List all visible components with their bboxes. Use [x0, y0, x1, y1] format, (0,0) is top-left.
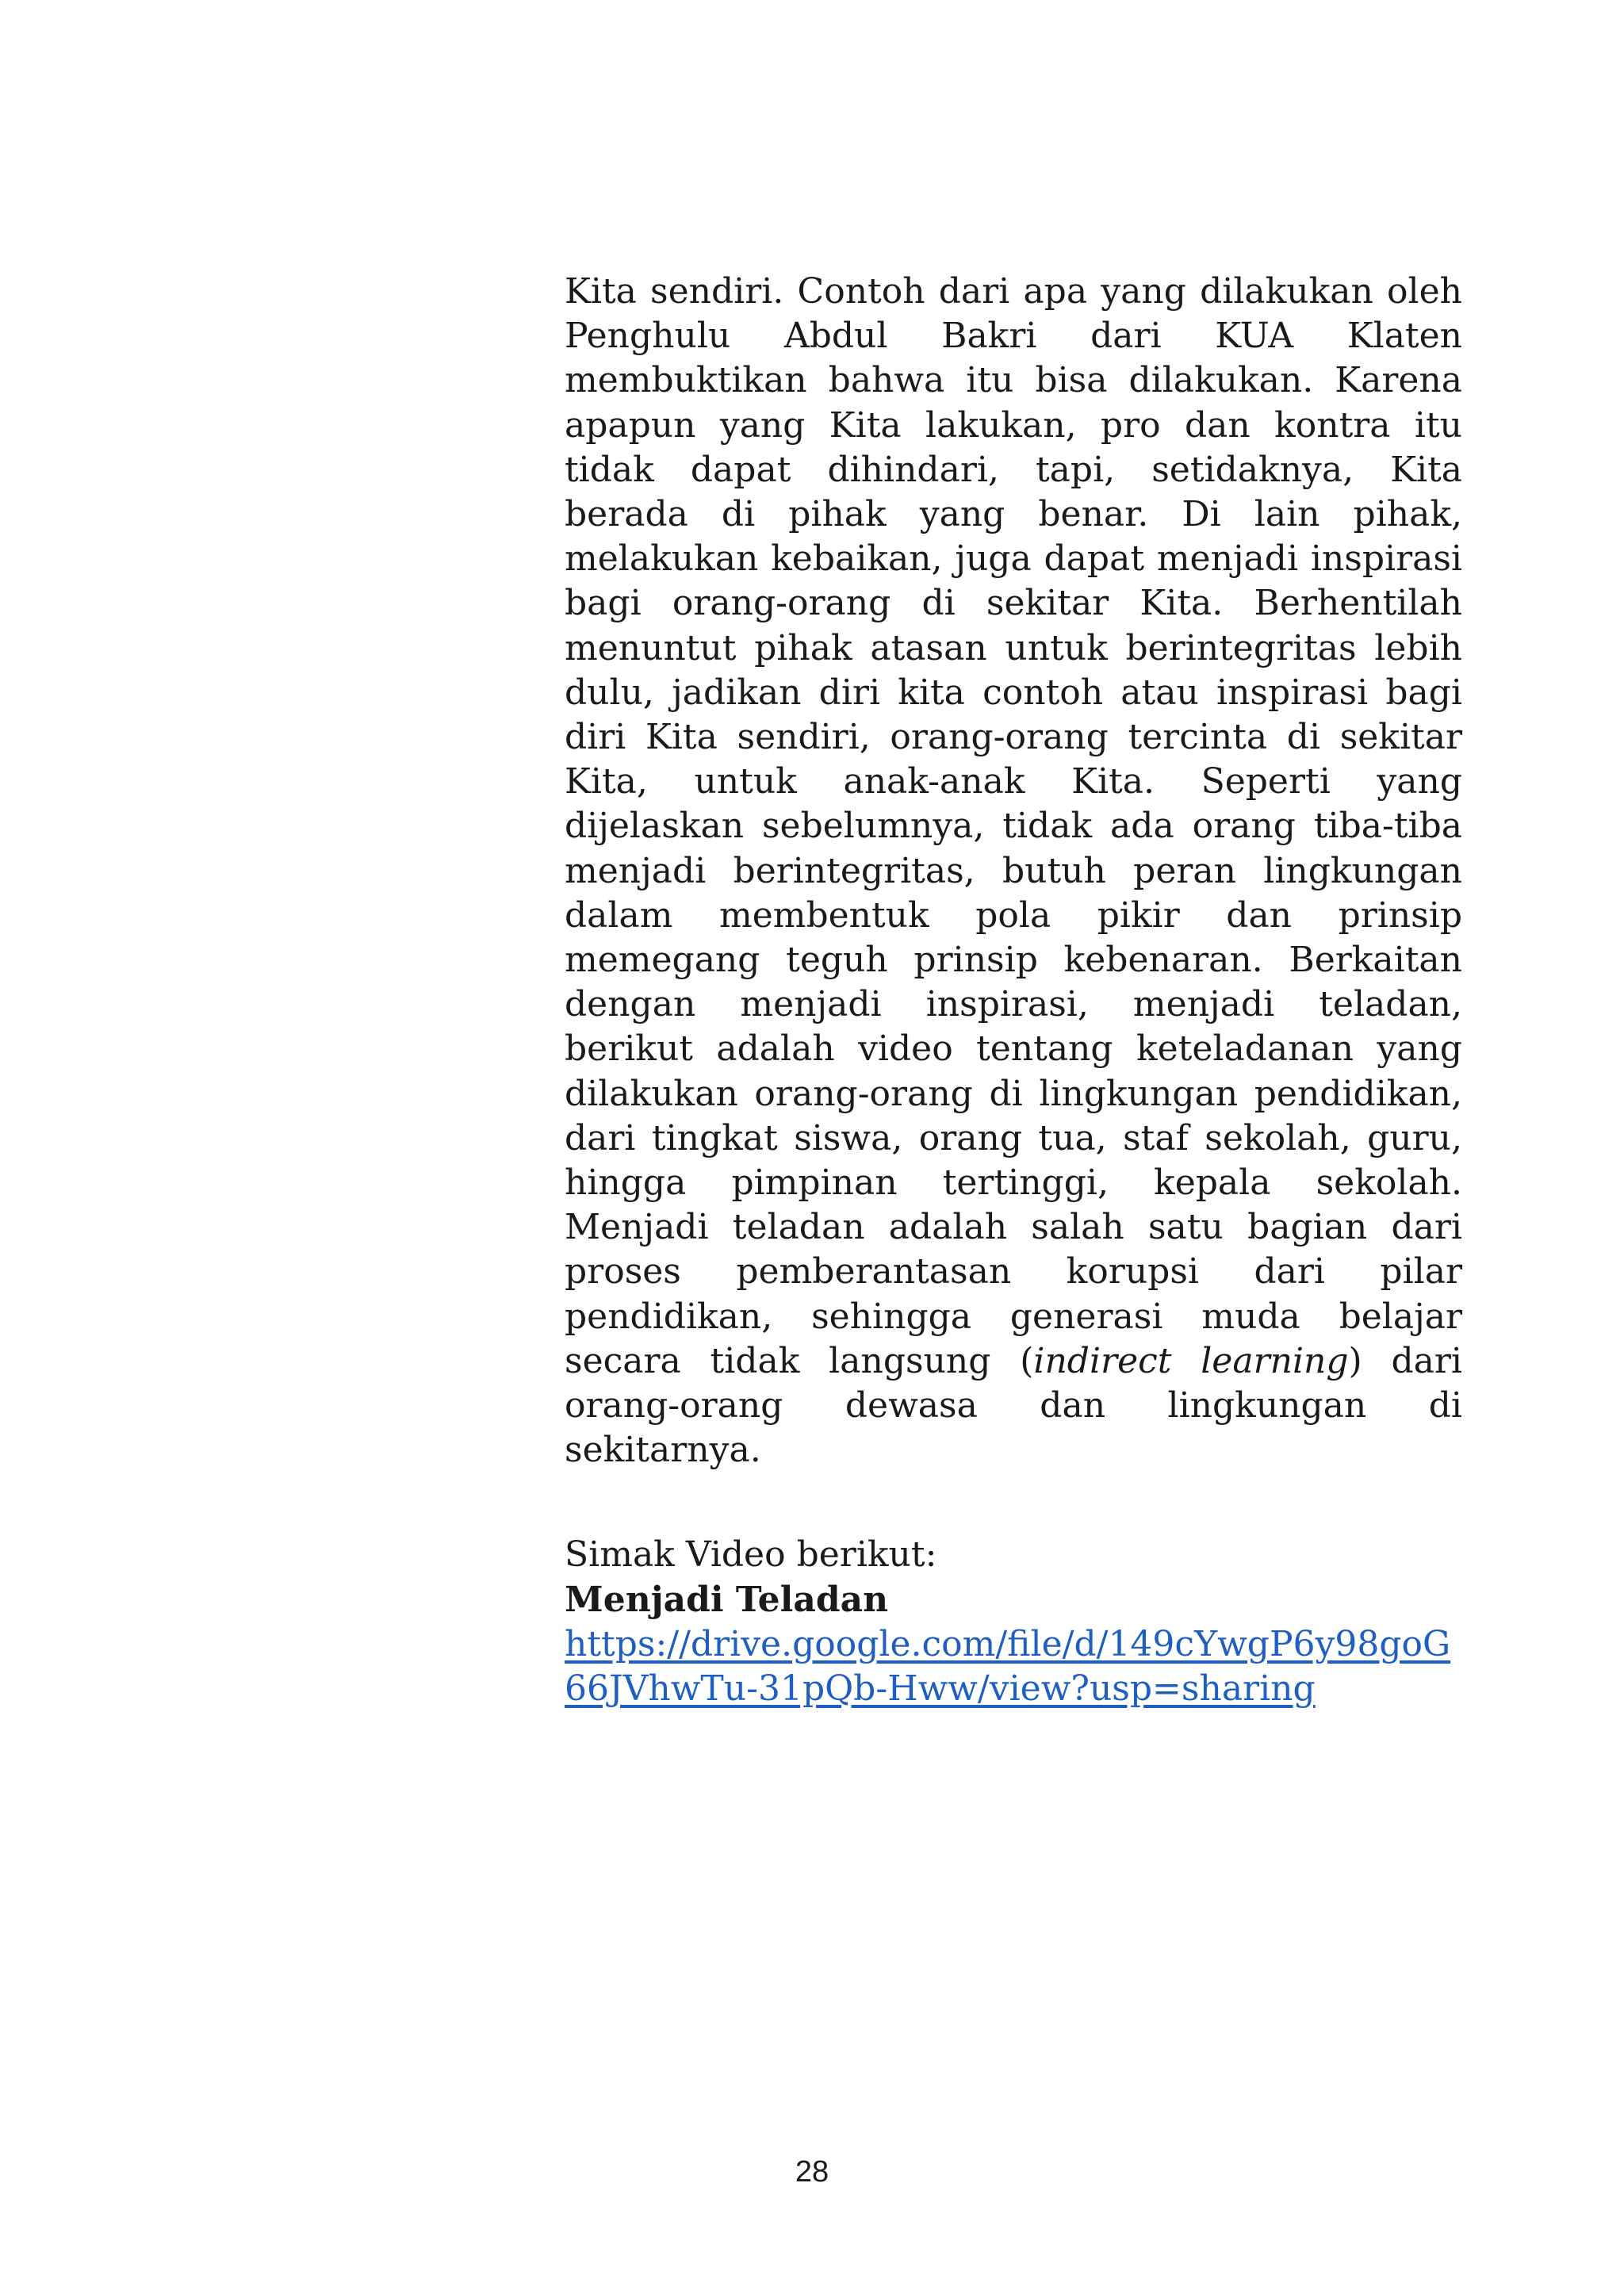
video-title: Menjadi Teladan	[565, 1579, 889, 1620]
italic-term: indirect learning	[1033, 1340, 1349, 1381]
video-intro-text: Simak Video berikut:	[565, 1534, 937, 1576]
body-paragraph	[565, 270, 1462, 1473]
page-content	[565, 270, 1462, 1711]
video-link[interactable]: https://drive.google.com/file/d/149cYwgP6y98goG66JVhwTu-31pQb-Hww/view?usp=sharing	[565, 1623, 1451, 1710]
video-section	[565, 1533, 1462, 1711]
page-number: 28	[795, 2155, 829, 2189]
paragraph-text-start: Kita sendiri. Contoh dari apa yang dilakukan oleh Penghulu Abdul Bakri dari KUA Klaten membuktikan bahwa itu bisa dilakukan. Karena apapun yang Kita lakukan, pro dan kontra itu tidak dapat dihindari, tapi, setidaknya, Kita berada di pihak yang benar. Di lain pihak, melakukan kebaikan, juga dapat menjadi inspirasi bagi orang-orang di sekitar Kita. Berhentilah menuntut pihak atasan untuk berintegritas lebih dulu, jadikan diri kita contoh atau inspirasi bagi diri Kita sendiri, orang-orang tercinta di sekitar Kita, untuk anak-anak Kita. Seperti yang dijelaskan sebelumnya, tidak ada orang tiba-tiba menjadi berintegritas, butuh peran lingkungan dalam membentuk pola pikir dan prinsip memegang teguh prinsip kebenaran. Berkaitan dengan menjadi inspirasi, menjadi teladan, berikut adalah video tentang keteladanan yang dilakukan orang-orang di lingkungan pendidikan, dari tingkat siswa, orang tua, staf sekolah, guru, hingga pimpinan tertinggi, kepala sekolah. Menjadi teladan adalah salah satu bagian dari proses pemberantasan korupsi dari pilar pendidikan, sehingga generasi muda belajar secara tidak langsung (	[565, 271, 1462, 1381]
paragraph-text-end: ) dari orang-orang dewasa dan lingkungan di sekitarnya.	[565, 1340, 1463, 1471]
